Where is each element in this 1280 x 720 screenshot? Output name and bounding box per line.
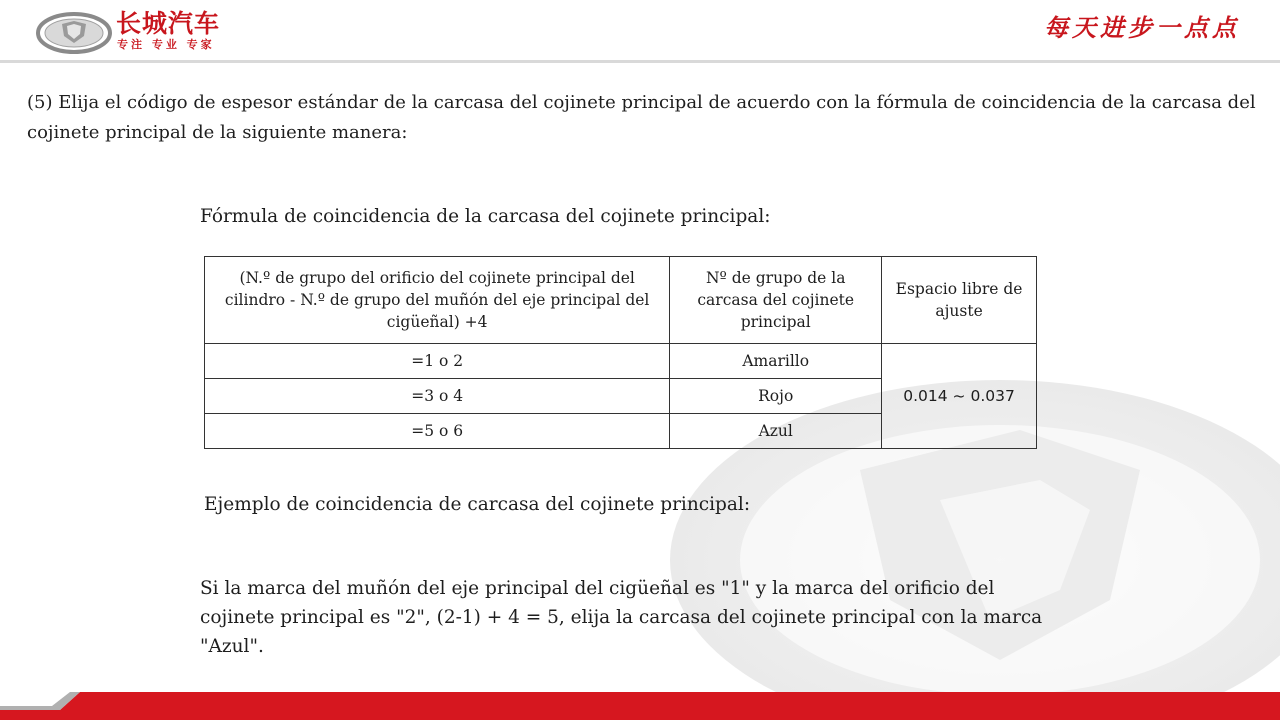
clearance-value: 0.014 ~ 0.037 [882, 344, 1037, 449]
header-divider [0, 60, 1280, 63]
formula-title: Fórmula de coincidencia de la carcasa del cojinete principal: [200, 206, 771, 227]
great-wall-logo-icon [36, 12, 112, 54]
coincidence-table [204, 256, 1037, 449]
row-color: Rojo [670, 379, 882, 414]
brand-slogan: 专注 专业 专家 [117, 38, 215, 51]
example-title: Ejemplo de coincidencia de carcasa del cojinete principal: [204, 494, 751, 515]
row-color: Amarillo [670, 344, 882, 379]
row-formula: =1 o 2 [205, 344, 670, 379]
intro-paragraph: (5) Elija el código de espesor estándar de la carcasa del cojinete principal de acuerdo con la fórmula de coincidencia de la carcasa del cojinete principal de la siguiente manera: [27, 92, 1256, 143]
row-color: Azul [670, 414, 882, 449]
header-group: Nº de grupo de la carcasa del cojinete principal [670, 257, 882, 344]
row-formula: =5 o 6 [205, 414, 670, 449]
table-row [205, 344, 1037, 379]
example-paragraph: Si la marca del muñón del eje principal del cigüeñal es "1" y la marca del orificio del cojinete principal es "2", (2-1) + 4 = 5, elija la carcasa del cojinete principal con la marca "Azul". [200, 578, 1043, 657]
header-clearance: Espacio libre de ajuste [882, 257, 1037, 344]
row-formula: =3 o 4 [205, 379, 670, 414]
header [0, 0, 1280, 70]
table-header-row [205, 257, 1037, 344]
header-formula: (N.º de grupo del orificio del cojinete principal del cilindro - N.º de grupo del muñón del eje principal del cigüeñal) +4 [205, 257, 670, 344]
footer-banner [0, 680, 1280, 720]
brand-name: 长城汽车 [116, 9, 221, 38]
motto: 每天进步一点点 [1044, 13, 1240, 42]
